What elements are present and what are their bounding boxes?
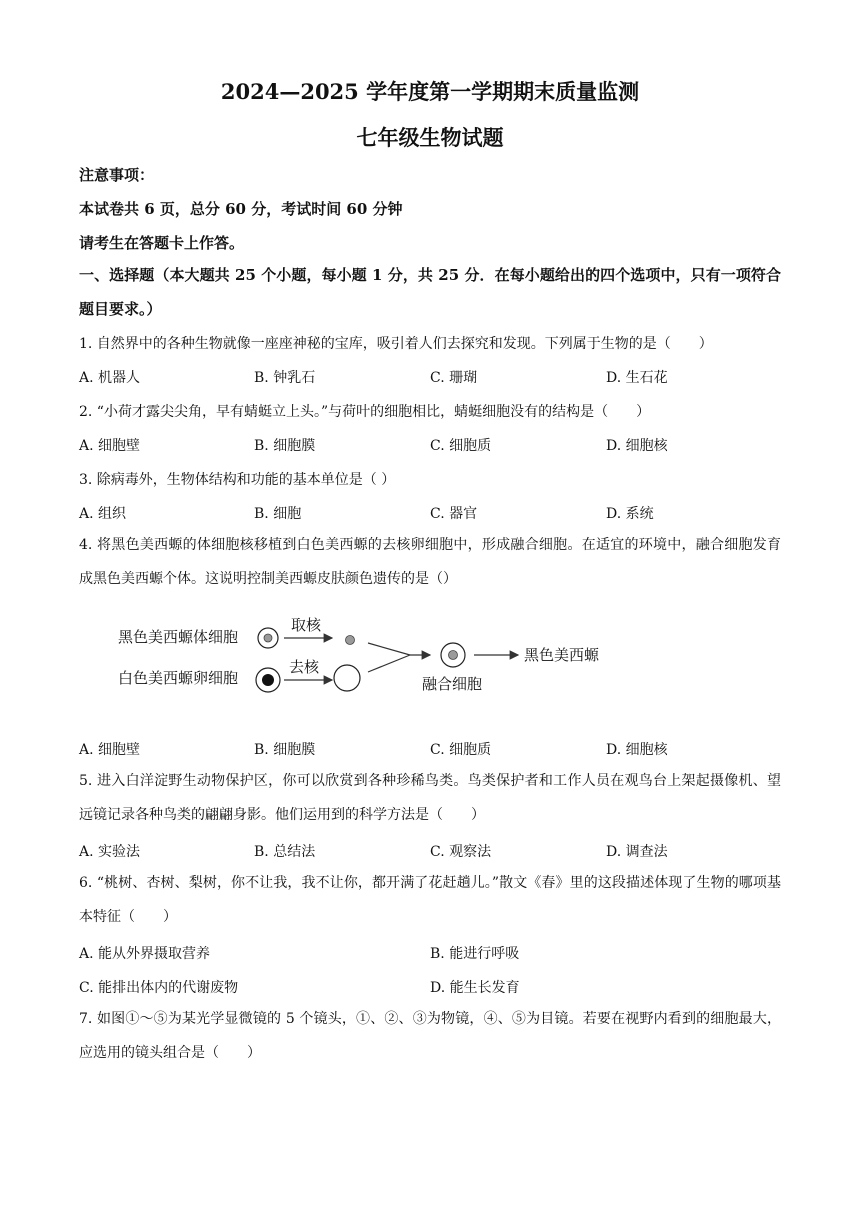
option-d: D. 细胞核 <box>606 438 668 454</box>
option-c: C. 观察法 <box>430 844 492 860</box>
question-7: 7. 如图①～⑤为某光学显微镜的 5 个镜头，①、②、③为物镜，④、⑤为目镜。若要在视野内看到的细胞最大，应选用的镜头组合是（ ） <box>79 1011 781 1061</box>
question-5: 5. 进入白洋淀野生动物保护区，你可以欣赏到各种珍稀鸟类。鸟类保护者和工作人员在观鸟台上架起摄像机、望远镜记录各种鸟类的翩翩身影。他们运用到的科学方法是（ ） <box>79 773 781 823</box>
section-heading: 一、选择题（本大题共 25 个小题，每小题 1 分，共 25 分．在每小题给出的四个选项中，只有一项符合题目要求。） <box>79 266 781 318</box>
option-d: D. 生石花 <box>606 370 668 386</box>
question-1: 1. 自然界中的各种生物就像一座座神秘的宝库，吸引着人们去探究和发现。下列属于生物的是（ ） <box>79 336 713 352</box>
option-b: B. 细胞膜 <box>254 438 316 454</box>
option-d: D. 能生长发育 <box>430 980 520 996</box>
merge-line-top <box>368 643 410 655</box>
label-white-egg-cell: 白色美西螈卵细胞 <box>118 669 239 687</box>
question-5-options <box>79 841 781 861</box>
notes-heading: 注意事项： <box>79 166 155 184</box>
option-a: A. 实验法 <box>79 844 141 860</box>
white-egg-cell-icon <box>256 668 280 692</box>
question-3: 3. 除病毒外，生物体结构和功能的基本单位是（ ） <box>79 472 396 488</box>
option-c: C. 能排出体内的代谢废物 <box>79 980 239 996</box>
option-a: A. 机器人 <box>79 370 141 386</box>
enucleated-egg-icon <box>334 665 360 691</box>
option-b: B. 总结法 <box>254 844 316 860</box>
merge-line-bottom <box>368 655 410 672</box>
question-6: 6. “桃树、杏树、梨树，你不让我，我不让你，都开满了花赶趟儿。”散文《春》里的这段描述体现了生物的哪项基本特征（ ） <box>79 875 781 925</box>
exam-title: 2024—2025 学年度第一学期期末质量监测 <box>220 79 640 104</box>
question-4-options <box>79 739 781 759</box>
question-4: 4. 将黑色美西螈的体细胞核移植到白色美西螈的去核卵细胞中，形成融合细胞。在适宜的环境中，融合细胞发育成黑色美西螈个体。这说明控制美西螈皮肤颜色遗传的是（） <box>79 537 781 587</box>
question-6-options-row-1 <box>79 943 781 963</box>
option-a: A. 组织 <box>79 506 127 522</box>
question-6-options-row-2 <box>79 977 781 997</box>
question-3-options <box>79 503 781 523</box>
black-body-cell-icon <box>258 628 278 648</box>
isolated-nucleus-icon <box>346 636 355 645</box>
option-b: B. 钟乳石 <box>254 370 316 386</box>
label-black-body-cell: 黑色美西螈体细胞 <box>118 628 239 646</box>
option-a: A. 细胞壁 <box>79 438 141 454</box>
option-a: A. 能从外界摄取营养 <box>79 946 211 962</box>
question-2-options <box>79 435 781 455</box>
option-c: C. 器官 <box>430 506 478 522</box>
option-b: B. 能进行呼吸 <box>430 946 520 962</box>
option-b: B. 细胞膜 <box>254 742 316 758</box>
option-a: A. 细胞壁 <box>79 742 141 758</box>
question-1-options <box>79 367 781 387</box>
option-b: B. 细胞 <box>254 506 302 522</box>
exam-subtitle: 七年级生物试题 <box>356 125 504 150</box>
notes-line-2: 请考生在答题卡上作答。 <box>79 234 245 252</box>
option-d: D. 细胞核 <box>606 742 668 758</box>
option-d: D. 调查法 <box>606 844 668 860</box>
label-result: 黑色美西螈 <box>524 646 600 664</box>
option-d: D. 系统 <box>606 506 654 522</box>
option-c: C. 细胞质 <box>430 742 492 758</box>
label-take-nucleus: 取核 <box>291 616 322 634</box>
option-c: C. 珊瑚 <box>430 370 478 386</box>
question-2: 2. “小荷才露尖尖角，早有蜻蜓立上头。”与荷叶的细胞相比，蜻蜓细胞没有的结构是（ ） <box>79 404 651 420</box>
fused-cell-icon <box>441 643 465 667</box>
notes-line-1: 本试卷共 6 页，总分 60 分，考试时间 60 分钟 <box>79 200 403 218</box>
label-fused-cell: 融合细胞 <box>422 675 483 693</box>
option-c: C. 细胞质 <box>430 438 492 454</box>
nuclear-transfer-diagram <box>110 610 630 700</box>
label-remove-nucleus: 去核 <box>289 658 320 676</box>
